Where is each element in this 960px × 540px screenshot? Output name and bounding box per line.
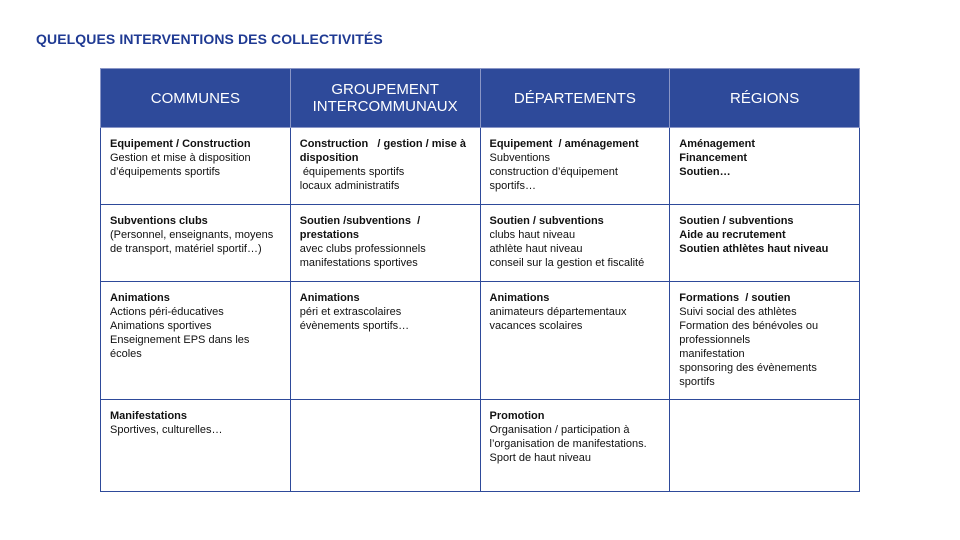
interventions-table xyxy=(100,68,860,492)
cell-heading: Aménagement xyxy=(679,138,756,150)
cell-line: construction d’équipement sportifs… xyxy=(489,166,621,192)
cell-line: sponsoring des évènements sportifs xyxy=(679,362,820,388)
column-header-departements: DÉPARTEMENTS xyxy=(480,69,670,128)
cell-line: Organisation / participation à l’organisation de manifestations. xyxy=(489,424,647,450)
table-row xyxy=(101,205,860,282)
cell-heading: Promotion xyxy=(489,410,545,422)
table-body xyxy=(101,128,860,492)
cell-line: clubs haut niveau xyxy=(489,229,576,241)
cell-heading: Animations xyxy=(299,292,360,304)
table-cell-communes xyxy=(101,205,291,282)
cell-heading: Equipement / aménagement xyxy=(489,138,639,150)
cell-line: Soutien athlètes haut niveau xyxy=(679,243,829,255)
cell-heading: Animations xyxy=(489,292,550,304)
cell-line: Actions péri-éducatives xyxy=(110,306,224,318)
cell-line: avec clubs professionnels xyxy=(299,243,426,255)
cell-line: Sport de haut niveau xyxy=(489,452,592,464)
cell-heading: Soutien / subventions xyxy=(679,215,794,227)
table-row xyxy=(101,400,860,492)
table-cell-regions xyxy=(670,400,860,492)
table-cell-groupement xyxy=(290,205,480,282)
cell-heading: Soutien /subventions / prestations xyxy=(299,215,424,241)
cell-line: conseil sur la gestion et fiscalité xyxy=(489,257,645,269)
table-cell-groupement xyxy=(290,128,480,205)
cell-line: Subventions xyxy=(489,152,551,164)
table-cell-departements xyxy=(480,205,670,282)
table-cell-communes xyxy=(101,128,291,205)
cell-line: Sportives, culturelles… xyxy=(110,424,223,436)
table-cell-groupement xyxy=(290,282,480,400)
cell-line: manifestation xyxy=(679,348,745,360)
cell-heading: Animations xyxy=(110,292,170,304)
cell-line: évènements sportifs… xyxy=(299,320,410,332)
cell-line: manifestations sportives xyxy=(299,257,418,269)
table-row xyxy=(101,128,860,205)
table-cell-communes xyxy=(101,282,291,400)
cell-line: équipements sportifs xyxy=(299,166,405,178)
cell-line: Aide au recrutement xyxy=(679,229,786,241)
column-header-communes: COMMUNES xyxy=(101,69,291,128)
cell-heading: Construction / gestion / mise à disposition xyxy=(299,138,470,164)
cell-line: Soutien… xyxy=(679,166,731,178)
cell-line: locaux administratifs xyxy=(299,180,400,192)
cell-line: athlète haut niveau xyxy=(489,243,583,255)
column-header-groupement: GROUPEMENT INTERCOMMUNAUX xyxy=(290,69,480,128)
page-title: QUELQUES INTERVENTIONS DES COLLECTIVITÉS xyxy=(36,31,383,47)
cell-line: Enseignement EPS dans les écoles xyxy=(110,334,253,360)
cell-heading: Manifestations xyxy=(110,410,188,422)
table-row xyxy=(101,282,860,400)
table-cell-departements xyxy=(480,282,670,400)
table-cell-groupement xyxy=(290,400,480,492)
cell-heading: Subventions clubs xyxy=(110,215,208,227)
cell-line: Gestion et mise à disposition d’équipements sportifs xyxy=(110,152,254,178)
cell-line: (Personnel, enseignants, moyens de transport, matériel sportif…) xyxy=(110,229,277,255)
table-cell-regions xyxy=(670,205,860,282)
table-cell-communes xyxy=(101,400,291,492)
table-header-row xyxy=(101,69,860,128)
cell-line: Animations sportives xyxy=(110,320,212,332)
cell-line: Suivi social des athlètes xyxy=(679,306,797,318)
table-cell-departements xyxy=(480,128,670,205)
column-header-regions: RÉGIONS xyxy=(670,69,860,128)
cell-heading: Soutien / subventions xyxy=(489,215,604,227)
cell-heading: Equipement / Construction xyxy=(110,138,251,150)
cell-heading: Formations / soutien xyxy=(679,292,791,304)
cell-line: Financement xyxy=(679,152,748,164)
cell-line: Formation des bénévoles ou professionnels xyxy=(679,320,822,346)
cell-line: péri et extrascolaires xyxy=(299,306,402,318)
cell-line: animateurs départementaux xyxy=(489,306,627,318)
cell-line: vacances scolaires xyxy=(489,320,583,332)
table-cell-regions xyxy=(670,282,860,400)
table-cell-regions xyxy=(670,128,860,205)
table-cell-departements xyxy=(480,400,670,492)
